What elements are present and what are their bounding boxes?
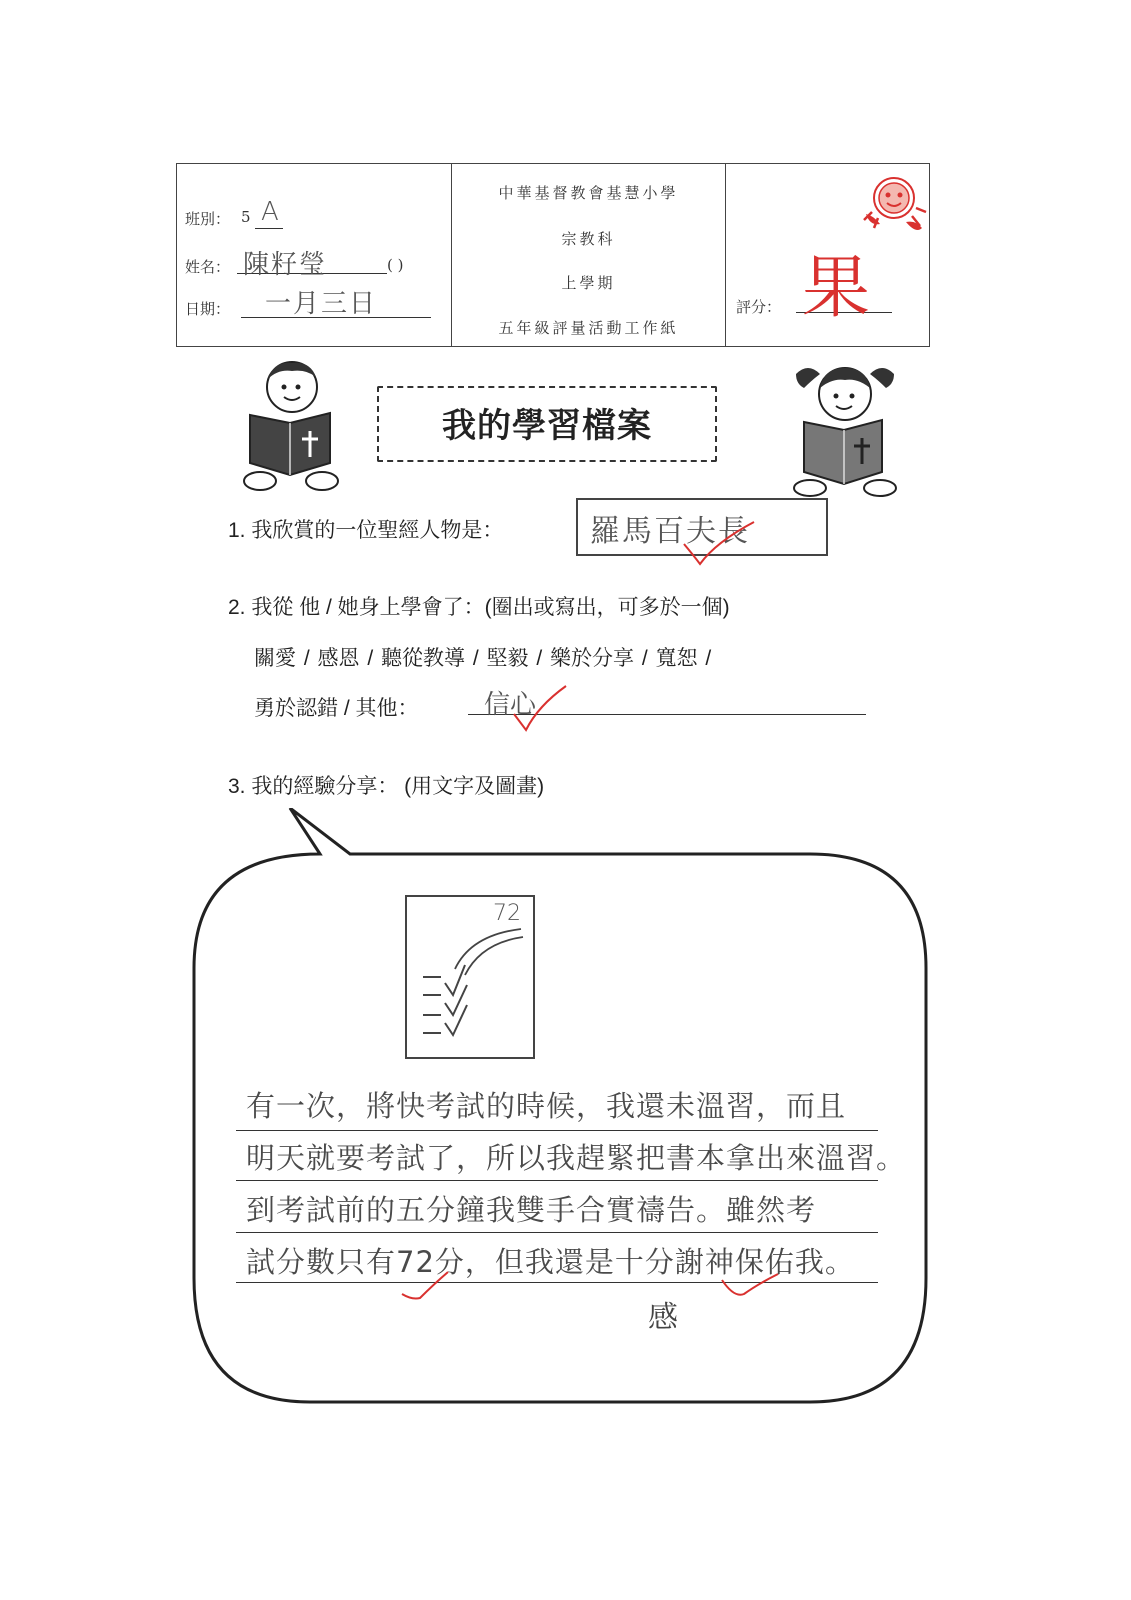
- term: 上學期: [561, 274, 616, 292]
- date-handwritten: 一月三日: [265, 289, 378, 319]
- subject: 宗教科: [561, 230, 616, 248]
- class-number: 5: [241, 208, 251, 226]
- question-2-options-line-1: 關愛 / 感恩 / 聽從教導 / 堅毅 / 樂於分享 / 寬恕 /: [254, 647, 712, 670]
- student-info-cell: [177, 164, 452, 346]
- school-info-cell: [452, 164, 726, 346]
- score-label: 評分：: [736, 298, 782, 316]
- drawing-score: 72: [493, 901, 521, 926]
- check-mark-icon-2: [510, 684, 570, 734]
- class-number-parentheses: ( ): [387, 256, 404, 274]
- class-underline: [255, 228, 283, 229]
- school-name: 中華基督教會基慧小學: [498, 184, 679, 202]
- header-table: [176, 163, 930, 347]
- worksheet-title: 五年級評量活動工作紙: [498, 319, 679, 337]
- teacher-mark: 感: [648, 1300, 678, 1335]
- writing-line-3: [236, 1232, 878, 1233]
- teacher-check-icon-2: [720, 1268, 780, 1302]
- experience-line-3: 到考試前的五分鐘我雙手合實禱告。雖然考: [246, 1193, 817, 1227]
- writing-line-2: [236, 1180, 878, 1181]
- question-2-options-line-2: 勇於認錯 / 其他：: [254, 697, 419, 720]
- experience-line-1: 有一次，將快考試的時候，我還未溫習，而且: [246, 1089, 847, 1123]
- check-mark-icon: [680, 518, 760, 568]
- writing-line-1: [236, 1130, 878, 1131]
- experience-line-2: 明天就要考試了，所以我趕緊把書本拿出來溫習。: [246, 1141, 907, 1175]
- reward-sticker-icon: [858, 168, 928, 240]
- question-3-label: 3. 我的經驗分享： (用文字及圖畫): [228, 775, 545, 798]
- page-title: 我的學習檔案: [442, 407, 652, 445]
- teacher-check-icon-1: [400, 1268, 450, 1302]
- name-label: 姓名：: [185, 258, 231, 276]
- question-2-other-answer: 信心: [484, 690, 537, 720]
- boy-reading-bible-icon: [240, 357, 340, 493]
- score-cell: [726, 164, 931, 346]
- question-2-label: 2. 我從 他 / 她身上學會了：(圈出或寫出，可多於一個): [228, 596, 730, 619]
- question-1-answer: 羅馬百夫長: [590, 514, 750, 549]
- score-handwritten: 果: [802, 249, 871, 328]
- writing-line-4: [236, 1282, 878, 1283]
- class-label: 班別：: [185, 210, 231, 228]
- title-box: [377, 386, 717, 462]
- class-handwritten: A: [261, 197, 279, 227]
- drawing-check-marks-icon: [405, 895, 531, 1055]
- experience-line-4: 試分數只有72分，但我還是十分謝神保佑我。: [246, 1245, 855, 1279]
- question-1-label: 1. 我欣賞的一位聖經人物是：: [228, 519, 504, 542]
- name-handwritten: 陳籽瑩: [243, 250, 328, 280]
- date-label: 日期：: [185, 300, 231, 318]
- girl-reading-bible-icon: [786, 360, 904, 498]
